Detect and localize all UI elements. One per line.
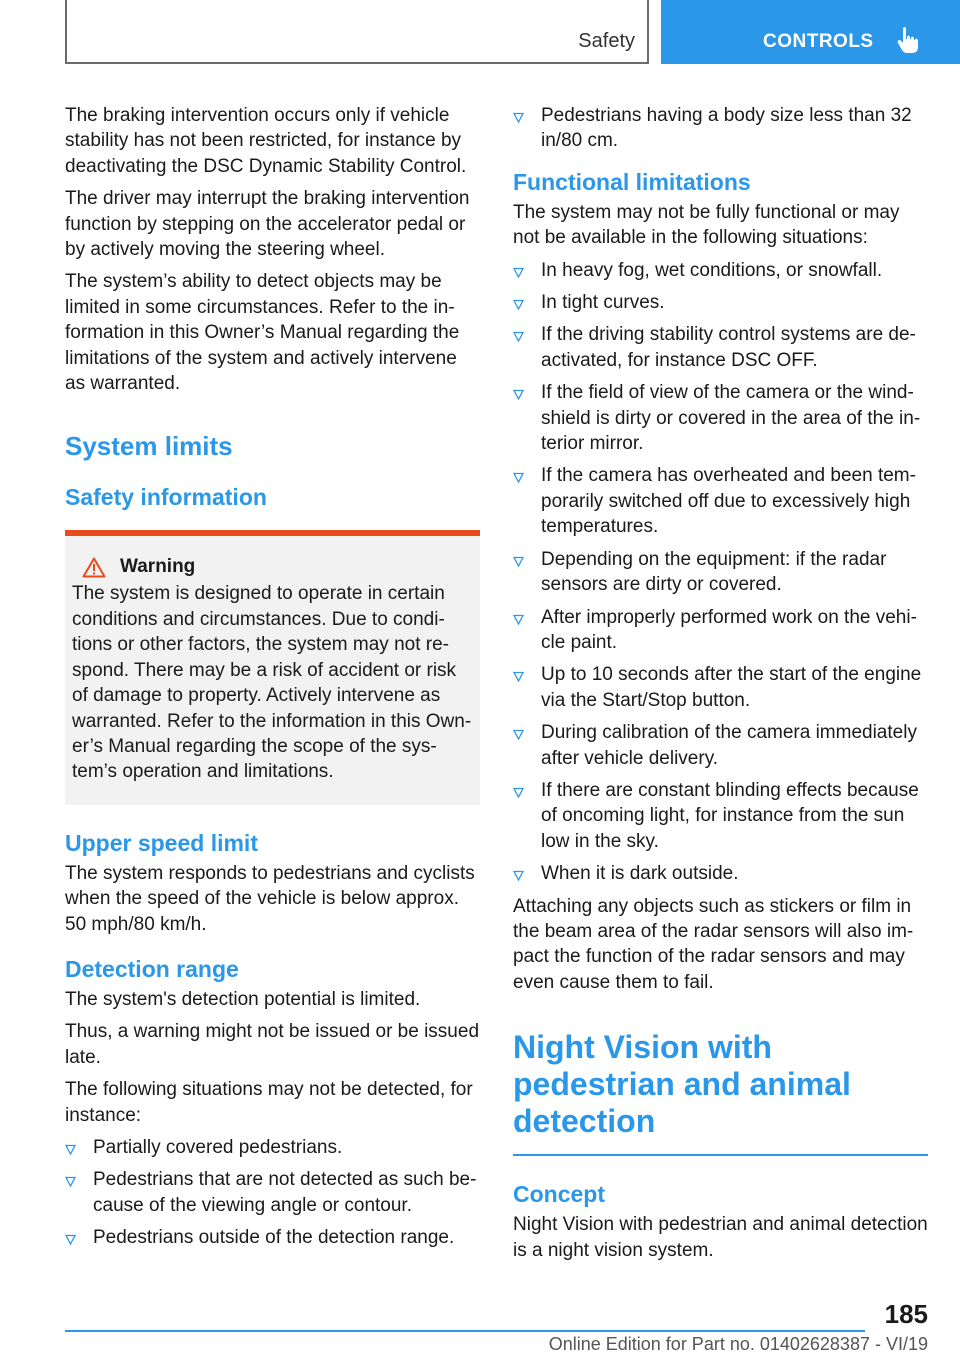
list-item: [513, 380, 928, 456]
paragraph-braking-intervention: The braking intervention occurs only if vehicle stability has not been restricted, for instance by deactivating the DSC Dynamic Stability Control.: [65, 105, 467, 177]
size-bullet-list: [513, 103, 928, 154]
page-number: 185: [884, 1299, 928, 1329]
list-item: [513, 605, 928, 656]
list-item: [513, 662, 928, 713]
triangle-bullet-icon: [513, 389, 524, 400]
triangle-bullet-icon: [513, 331, 524, 342]
header-section-title: Safety: [578, 30, 635, 52]
list-item: [513, 290, 928, 315]
paragraph-detection-limited: The system's detection potential is limited.: [65, 988, 421, 1010]
heading-divider: [513, 1154, 928, 1156]
list-item: [513, 861, 928, 886]
paragraph-functional-intro: The system may not be fully functional or may not be available in the following situations:: [513, 201, 900, 249]
hand-pointer-icon: [897, 26, 919, 54]
triangle-bullet-icon: [513, 614, 524, 625]
paragraph-driver-interrupt: The driver may interrupt the braking intervention function by stepping on the accelerator pedal or by actively moving the steering wheel.: [65, 188, 470, 261]
heading-concept: Concept: [513, 1181, 605, 1208]
list-item-text: Depending on the equipment: if the radar sensors are dirty or covered.: [541, 548, 887, 596]
list-item-text: If the field of view of the camera or the windshield is dirty or covered in the area of the interior mirror.: [541, 382, 921, 455]
triangle-bullet-icon: [65, 1234, 76, 1245]
heading-functional-limitations: Functional limitations: [513, 168, 751, 195]
paragraph-situations-intro: The following situations may not be detected, for instance:: [65, 1079, 473, 1126]
heading-safety-information: Safety information: [65, 484, 267, 511]
list-item: [513, 103, 928, 154]
paragraph-detect-objects: The system’s ability to detect objects may be limited in some circumstances. Refer to the information in this Owner’s Manual regarding the limitations of the system and actively intervene as warranted.: [65, 271, 460, 395]
header-chapter-label: CONTROLS: [763, 31, 874, 52]
list-item-text: When it is dark outside.: [541, 863, 739, 885]
list-item-text: Pedestrians outside of the detection range.: [93, 1227, 455, 1249]
list-item: [513, 778, 928, 854]
list-item: [65, 1167, 480, 1218]
list-item: [513, 547, 928, 598]
list-item-text: Pedestrians having a body size less than 32 in/80 cm.: [541, 105, 912, 152]
list-item: [513, 258, 928, 283]
heading-night-vision: Night Vision with pedestrian and animal detection: [513, 1029, 851, 1140]
list-item-text: If the driving stability control systems are deactivated, for instance DSC OFF.: [541, 324, 916, 371]
list-item-text: If there are constant blinding effects because of oncoming light, for instance from the sun low in the sky.: [541, 779, 919, 852]
list-item-text: In tight curves.: [541, 292, 665, 314]
triangle-bullet-icon: [513, 870, 524, 881]
triangle-bullet-icon: [513, 671, 524, 682]
heading-system-limits: System limits: [65, 431, 233, 462]
warning-triangle-icon: [82, 557, 106, 578]
list-item-text: If the camera has overheated and been temporarily switched off due to excessively high temperatures.: [541, 465, 916, 538]
warning-header: [72, 556, 474, 578]
paragraph-concept: Night Vision with pedestrian and animal detection is a night vision system.: [513, 1214, 928, 1261]
functional-bullet-list: [513, 258, 928, 887]
list-item-text: In heavy fog, wet conditions, or snowfall.: [541, 259, 883, 281]
warning-title: Warning: [120, 556, 196, 578]
header-chapter-tab[interactable]: [661, 0, 960, 64]
list-item: [513, 322, 928, 373]
triangle-bullet-icon: [65, 1144, 76, 1155]
warning-box: [65, 530, 480, 804]
paragraph-upper-speed: The system responds to pedestrians and cyclists when the speed of the vehicle is below approx. 50 mph/80 km/h.: [65, 862, 475, 935]
triangle-bullet-icon: [513, 267, 524, 278]
triangle-bullet-icon: [513, 729, 524, 740]
list-item: [65, 1225, 480, 1250]
footer-divider: [65, 1330, 865, 1332]
paragraph-attaching-objects: Attaching any objects such as stickers or film in the beam area of the radar sensors will also impact the function of the radar sensors and may even cause them to fail.: [513, 895, 914, 993]
paragraph-warning-late: Thus, a warning might not be issued or be issued late.: [65, 1021, 480, 1068]
list-item: [513, 720, 928, 771]
list-item-text: After improperly performed work on the vehicle paint.: [541, 606, 917, 653]
triangle-bullet-icon: [65, 1176, 76, 1187]
list-item-text: Pedestrians that are not detected as such because of the viewing angle or contour.: [93, 1169, 477, 1216]
left-column: [65, 103, 480, 1258]
list-item: [65, 1135, 480, 1160]
list-item: [513, 463, 928, 539]
list-item-text: During calibration of the camera immediately after vehicle delivery.: [541, 722, 917, 769]
triangle-bullet-icon: [513, 787, 524, 798]
triangle-bullet-icon: [513, 556, 524, 567]
header-section-box: [65, 0, 649, 64]
footer-edition: Online Edition for Part no. 01402628387 - VI/19: [548, 1334, 928, 1354]
heading-upper-speed-limit: Upper speed limit: [65, 829, 258, 856]
warning-text: The system is designed to operate in certain conditions and circumstances. Due to conditions or other factors, the system may not respond. There may be a risk of accident or risk of damage to property. Actively intervene as warranted. Refer to the information in this Owner’s Manual regarding the scope of the system’s operation and limitations.: [72, 583, 472, 783]
triangle-bullet-icon: [513, 472, 524, 483]
list-item-text: Partially covered pedestrians.: [93, 1136, 343, 1158]
heading-detection-range: Detection range: [65, 955, 239, 982]
detection-bullet-list: [65, 1135, 480, 1251]
triangle-bullet-icon: [513, 112, 524, 123]
right-column: [513, 103, 928, 1270]
list-item-text: Up to 10 seconds after the start of the engine via the Start/Stop button.: [541, 664, 922, 711]
triangle-bullet-icon: [513, 299, 524, 310]
